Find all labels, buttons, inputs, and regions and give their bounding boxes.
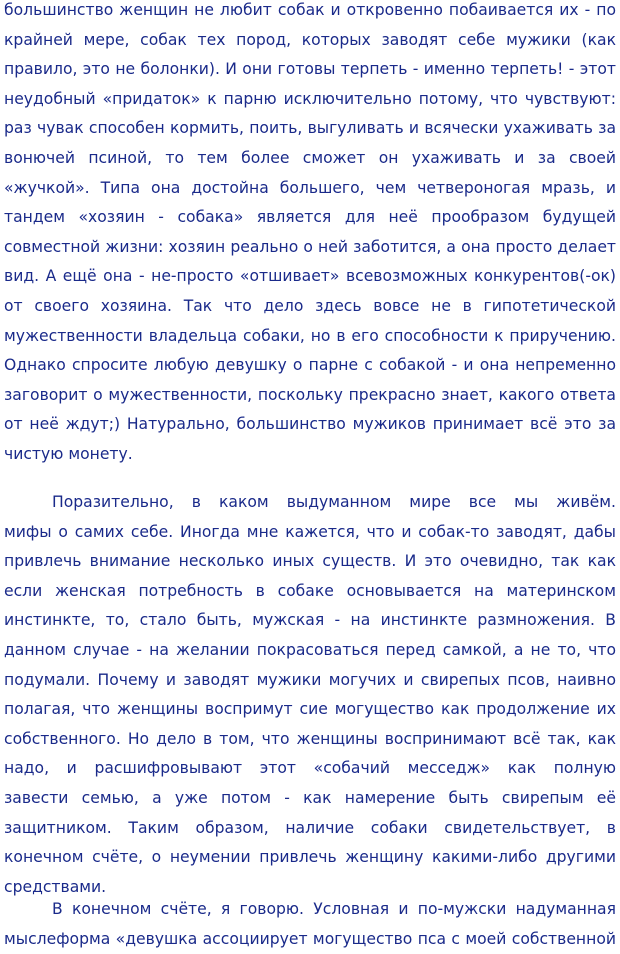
paragraph-2 xyxy=(4,488,616,902)
text-line: полагая, что женщины воспримут сие могущество как продолжение их xyxy=(4,700,616,719)
text-line: конечном счёте, о неумении привлечь женщину какими-либо другими xyxy=(4,848,616,867)
text-line: защитником. Таким образом, наличие собаки свидетельствует, в xyxy=(4,818,616,837)
text-line: заговорит о мужественности, поскольку прекрасно знает, какого ответа xyxy=(4,385,616,404)
text-line: мифы о самих себе. Иногда мне кажется, что и собак-то заводят, дабы xyxy=(4,522,616,541)
text-line: совместной жизни: хозяин реально о ней заботится, а она просто делает xyxy=(4,237,616,256)
text-line: подумали. Почему и заводят мужики могучих и свирепых псов, наивно xyxy=(4,670,616,689)
text-line: В конечном счёте, я говорю. Условная и по-мужски надуманная xyxy=(52,900,616,918)
text-line: завести семью, а уже потом - как намерение быть свирепым её xyxy=(4,788,616,807)
text-line: надо, и расшифровывают этот «собачий месседж» как полную xyxy=(4,759,616,778)
text-line: если женская потребность в собаке основывается на материнском xyxy=(4,581,616,600)
text-line: от неё ждут;) Натурально, большинство мужиков принимает всё это за xyxy=(4,415,616,434)
text-line: тандем «хозяин - собака» является для неё прообразом будущей xyxy=(4,208,616,227)
text-line: раз чувак способен кормить, поить, выгуливать и всячески ухаживать за xyxy=(4,119,616,138)
text-line: «жучкой». Типа она достойна большего, чем четвероногая мразь, и xyxy=(4,178,616,197)
text-line: крайней мере, собак тех пород, которых заводят себе мужики (как xyxy=(4,30,616,49)
text-line: собственного. Но дело в том, что женщины воспринимают всё так, как xyxy=(4,729,616,748)
text-line: правило, это не болонки). И они готовы терпеть - именно терпеть! - этот xyxy=(4,60,616,79)
text-line: средствами. xyxy=(4,877,107,896)
text-line: большинство женщин не любит собак и откровенно побаивается их - по xyxy=(4,1,616,19)
text-line: привлечь внимание несколько иных существ. И это очевидно, так как xyxy=(4,552,616,571)
text-line: Поразительно, в каком выдуманном мире все мы живём. xyxy=(52,493,616,511)
text-line: чистую монету. xyxy=(4,444,133,463)
text-line: мужественности владельца собаки, но в его способности к приручению. xyxy=(4,326,616,345)
text-line: мыслеформа «девушка ассоциирует могущество пса с моей собственной xyxy=(4,929,616,948)
text-line: неудобный «придаток» к парню исключительно потому, что чувствуют: xyxy=(4,89,616,108)
paragraph-3 xyxy=(4,895,616,954)
text-line: от своего хозяина. Так что дело здесь вовсе не в гипотетической xyxy=(4,296,616,315)
text-line: данном случае - на желании покрасоваться перед самкой, а не то, что xyxy=(4,640,616,659)
text-line: вонючей псиной, то тем более сможет он ухаживать и за своей xyxy=(4,148,616,167)
text-line: Однако спросите любую девушку о парне с собакой - и она непременно xyxy=(4,356,616,375)
text-line: инстинкте, то, стало быть, мужская - на инстинкте размножения. В xyxy=(4,611,616,630)
paragraph-1 xyxy=(4,0,616,470)
text-line: вид. А ещё она - не-просто «отшивает» всевозможных конкурентов(-ок) xyxy=(4,267,616,286)
